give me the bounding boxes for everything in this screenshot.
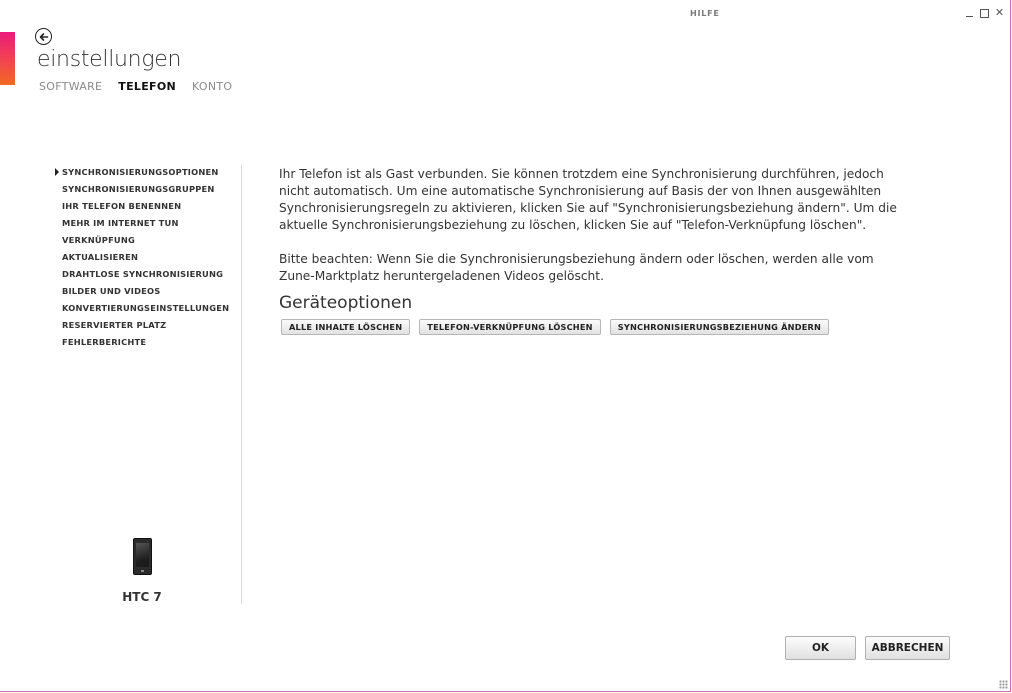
sidebar-divider — [241, 165, 242, 604]
help-link[interactable]: HILFE — [690, 9, 720, 18]
warning-text: Bitte beachten: Wenn Sie die Synchronisierungsbeziehung ändern oder löschen, werden alle vom Zune-Marktplatz heruntergeladenen Videos gelöscht. — [279, 252, 874, 283]
sidebar-item-drahtlose-sync[interactable]: DRAHTLOSE SYNCHRONISIERUNG — [62, 269, 224, 279]
page-title: einstellungen — [37, 47, 182, 72]
accent-strip — [0, 32, 15, 85]
delete-phone-link-button[interactable]: TELEFON-VERKNÜPFUNG LÖSCHEN — [419, 319, 600, 335]
sidebar-item-verknuepfung[interactable]: VERKNÜPFUNG — [62, 235, 136, 245]
section-title: Geräteoptionen — [279, 293, 413, 313]
device-name: HTC 7 — [122, 590, 162, 604]
minimize-icon[interactable] — [964, 7, 975, 19]
back-button[interactable] — [35, 28, 52, 45]
sidebar-item-aktualisieren[interactable]: AKTUALISIEREN — [62, 252, 139, 262]
sidebar-item-telefon-benennen[interactable]: IHR TELEFON BENENNEN — [62, 201, 182, 211]
tab-konto[interactable]: KONTO — [192, 80, 233, 93]
sidebar-item-synchronisierungsgruppen[interactable]: SYNCHRONISIERUNGSGRUPPEN — [62, 184, 215, 194]
sidebar-item-konvertierung[interactable]: KONVERTIERUNGSEINSTELLUNGEN — [62, 303, 230, 313]
device-info — [100, 538, 184, 604]
sidebar-item-fehlerberichte[interactable]: FEHLERBERICHTE — [62, 337, 147, 347]
cancel-button[interactable]: ABBRECHEN — [865, 636, 950, 660]
phone-icon — [133, 538, 152, 575]
delete-all-content-button[interactable]: ALLE INHALTE LÖSCHEN — [281, 319, 410, 335]
window-controls — [964, 7, 1005, 19]
sidebar-nav — [62, 166, 229, 353]
device-actions — [281, 319, 899, 335]
back-arrow-icon — [39, 32, 49, 42]
tab-bar — [39, 80, 232, 93]
guest-info-text: Ihr Telefon ist als Gast verbunden. Sie können trotzdem eine Synchronisierung durchführen, jedoch nicht automatisch. Um eine automatische Synchronisierung auf Basis der von Ihnen ausgewählten Synchronisierungsregeln zu aktivieren, klicken Sie auf "Synchronisierungsbeziehung ändern". Um die aktuelle Synchronisierungsbeziehung zu löschen, klicken Sie auf "Telefon-Verknüpfung löschen". — [279, 167, 897, 232]
sidebar-item-bilder-videos[interactable]: BILDER UND VIDEOS — [62, 286, 161, 296]
tab-telefon[interactable]: TELEFON — [118, 80, 177, 93]
resize-grip-icon[interactable] — [999, 680, 1008, 689]
maximize-icon[interactable] — [979, 7, 990, 19]
tab-software[interactable]: SOFTWARE — [39, 80, 103, 93]
main-content — [279, 166, 899, 335]
sidebar-item-synchronisierungsoptionen[interactable]: SYNCHRONISIERUNGSOPTIONEN — [62, 166, 229, 183]
close-icon[interactable]: ✕ — [994, 6, 1005, 19]
ok-button[interactable]: OK — [785, 636, 856, 660]
sidebar-item-reservierter-platz[interactable]: RESERVIERTER PLATZ — [62, 320, 167, 330]
change-sync-relationship-button[interactable]: SYNCHRONISIERUNGSBEZIEHUNG ÄNDERN — [610, 319, 829, 335]
sidebar-item-internet[interactable]: MEHR IM INTERNET TUN — [62, 218, 179, 228]
